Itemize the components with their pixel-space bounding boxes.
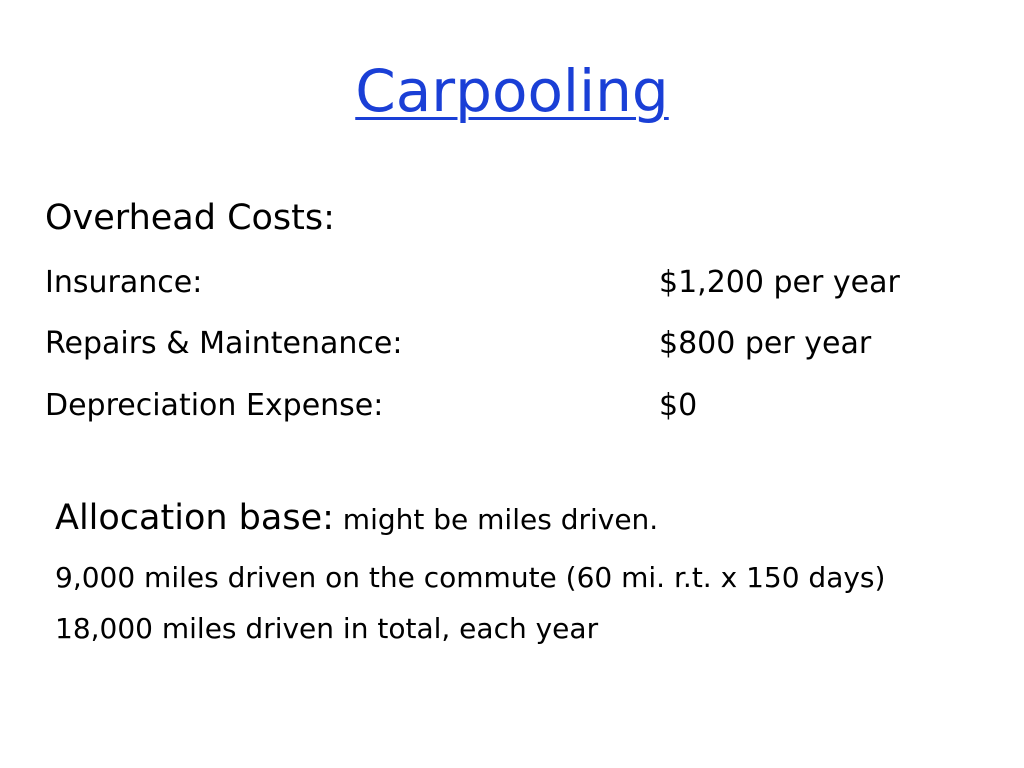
allocation-base-heading: Allocation base:	[55, 498, 334, 538]
cost-value: $800 per year	[659, 326, 872, 361]
allocation-base-line	[55, 498, 935, 540]
allocation-base-detail: might be miles driven.	[333, 503, 659, 536]
cost-label: Depreciation Expense:	[45, 388, 384, 423]
cost-label: Repairs & Maintenance:	[45, 326, 403, 361]
cost-value: $1,200 per year	[659, 265, 900, 300]
cost-row-repairs	[45, 324, 985, 364]
title-link[interactable]: Carpooling	[355, 57, 669, 125]
cost-row-depreciation	[45, 386, 985, 426]
total-miles-text: 18,000 miles driven in total, each year	[55, 612, 599, 645]
cost-label: Insurance:	[45, 265, 203, 300]
allocation-section	[55, 498, 935, 647]
overhead-costs-heading: Overhead Costs:	[45, 198, 335, 238]
cost-row-insurance	[45, 263, 985, 303]
slide-title	[0, 56, 1024, 126]
cost-value: $0	[659, 388, 698, 423]
commute-miles-text: 9,000 miles driven on the commute (60 mi. r.t. x 150 days)	[55, 561, 886, 594]
